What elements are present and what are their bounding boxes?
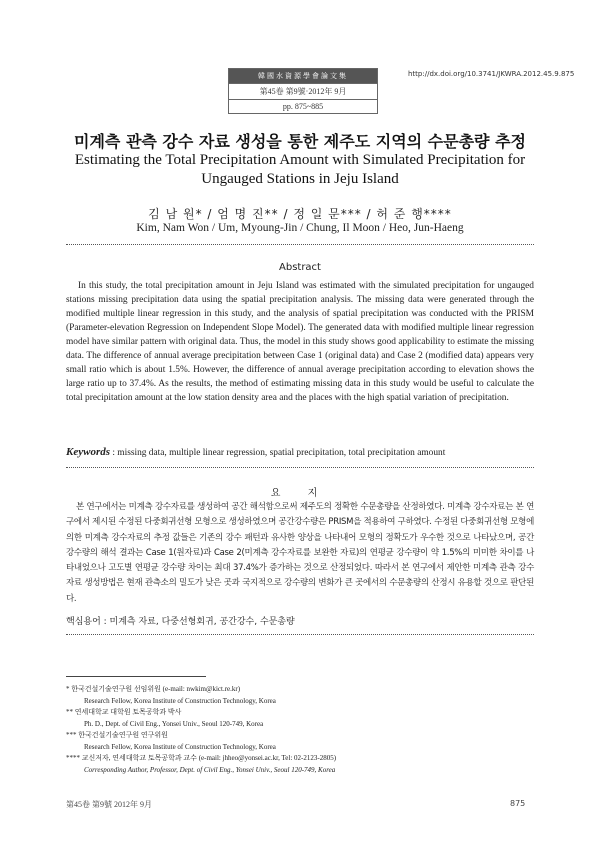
footer-journal-issue: 第45卷 第9號 2012年 9月 <box>66 800 152 809</box>
abstract-text: In this study, the total precipitation amount in Jeju Island was estimated with the simulated precipitation for ungauged stations missing precipitation data using the spatial precipitation analysis. The missing data were generated through the modified multiple linear regression in this study, and the analysis of spatial precipitation was conducted with the PRISM (Parameter-elevation Regression on Independent Slope Model). The generated data with modified multiple linear regression model have similar pattern with original data. Thus, the model in this study shows good applicability to estimate the missing data. The difference of annual average precipitation between Case 1 (original data) and Case 2 (modified data) appears very small ratio which is about 1.5%. However, the difference of annual average precipitation according to elevation shows the large ratio up to 37.4%. As the results, the method of estimating missing data in this study would be useful to calculate the total precipitation amount at the low station density area and the places with the high spatial variation of precipitation. <box>66 281 534 404</box>
divider-dotted <box>66 634 534 635</box>
footnotes <box>66 684 534 776</box>
footnote-2: ** 연세대학교 대학원 토목공학과 박사 <box>66 708 182 716</box>
divider-dotted <box>66 244 534 245</box>
footnote-4-english: Corresponding Author, Professor, Dept. of Civil Eng., Yonsei Univ., Seoul 120-749, Korea <box>84 765 336 774</box>
korean-abstract-heading: 요 지 <box>270 488 330 499</box>
journal-info-box <box>228 68 378 114</box>
footnote-3: *** 한국건설기술연구원 연구위원 <box>66 731 168 739</box>
footnote-4: **** 교신저자, 연세대학교 토목공학과 교수 (e-mail: jhheo@yonsei.ac.kr, Tel: 02-2123-2805) <box>66 754 337 762</box>
keywords-line <box>66 446 534 458</box>
footnote-1: * 한국건설기술연구원 선임위원 (e-mail: nwkim@kict.re.kr) <box>66 685 241 693</box>
abstract-heading: Abstract <box>279 262 321 273</box>
title-korean: 미계측 관측 강수 자료 생성을 통한 제주도 지역의 수문총량 추정 <box>74 132 526 151</box>
divider-dotted <box>66 467 534 468</box>
keywords-text: : missing data, multiple linear regression, spatial precipitation, total precipitation amount <box>110 448 446 458</box>
journal-name: 韓國水資源學會論文集 <box>229 69 377 83</box>
title-english-line2: Ungauged Stations in Jeju Island <box>201 171 399 187</box>
korean-abstract-text: 본 연구에서는 미계측 강수자료를 생성하여 공간 해석함으로써 제주도의 정확한 수문총량을 산정하였다. 미계측 강수자료는 본 연구에서 제시된 수정된 다중회귀선형 모형으로 생성하였으며 공간강수량은 PRISM을 적용하여 구하였다. 수정된 다중회귀선형 모형에 의한 미계측 강수자료의 추정 값들은 기존의 강수 패턴과 유사한 양상을 나타내어 모형의 정확도가 우수한 것으로 나타났으며, 공간강수량의 해석 결과는 Case 1(원자료)과 Case 2(미계측 강수자료를 보완한 자료)의 연평균 강수량이 약 1.5%의 미미한 차이를 나타내었으나 고도별 연평균 강수량 차이는 최대 37.4%가 증가하는 것으로 산정되었다. 따라서 본 연구에서 제안한 미계측 관측 강수 자료 생성방법은 현재 관측소의 밀도가 낮은 곳과 국지적으로 강수량의 변화가 큰 곳에서의 수문총량의 산정시 유용할 것으로 판단된다. <box>66 502 534 604</box>
footnote-1-english: Research Fellow, Korea Institute of Construction Technology, Korea <box>84 696 276 705</box>
page-number: 875 <box>510 799 526 808</box>
title-english-line1: Estimating the Total Precipitation Amount with Simulated Precipitation for <box>74 152 526 168</box>
korean-keywords: 핵심용어 : 미계측 자료, 다중선형회귀, 공간강수, 수문총량 <box>66 617 295 627</box>
authors-korean: 김 남 원* / 엄 명 진** / 정 일 문*** / 허 준 행**** <box>148 207 452 221</box>
footnote-3-english: Research Fellow, Korea Institute of Construction Technology, Korea <box>84 742 276 751</box>
footnote-2-english: Ph. D., Dept. of Civil Eng., Yonsei Univ., Seoul 120-749, Korea <box>84 719 264 728</box>
journal-volume: 第45卷 第9號·2012年 9月 <box>229 83 377 99</box>
keywords-label: Keywords <box>66 446 110 458</box>
authors-english: Kim, Nam Won / Um, Myoung-Jin / Chung, Il Moon / Heo, Jun-Haeng <box>136 222 464 234</box>
doi-link[interactable]: http://dx.doi.org/10.3741/JKWRA.2012.45.9.875 <box>408 70 575 78</box>
footnote-rule <box>66 676 206 677</box>
journal-pages: pp. 875~885 <box>229 99 377 113</box>
